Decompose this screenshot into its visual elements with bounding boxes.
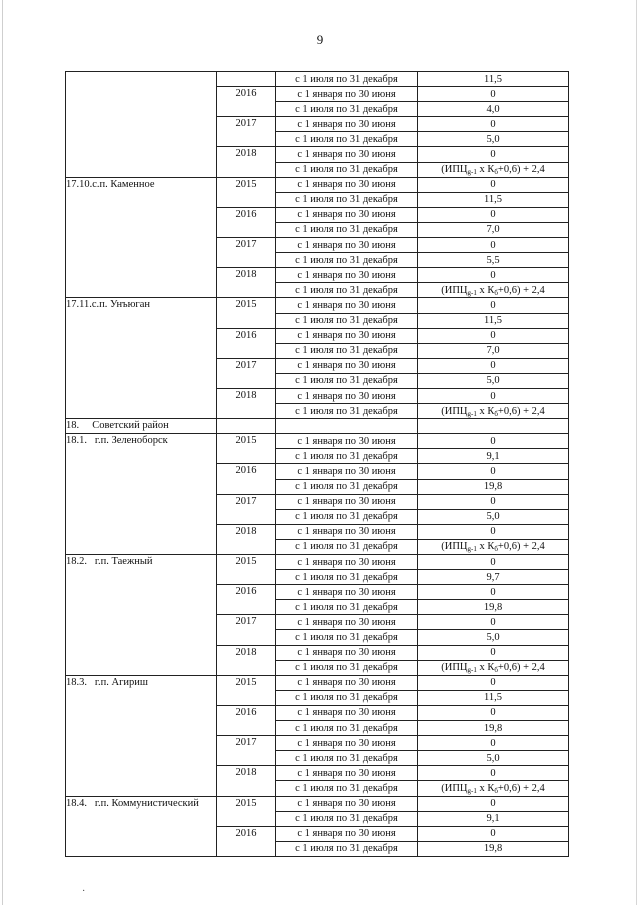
table-row [66,72,569,87]
formula-prefix: (ИПЦ [441,405,468,417]
year-cell: 2018 [217,524,276,554]
value-cell: 5,0 [418,373,569,388]
period-cell: с 1 января по 30 июня [276,207,418,222]
formula-cell [418,162,569,177]
value-cell: 0 [418,177,569,192]
period-cell: с 1 января по 30 июня [276,555,418,570]
value-cell: 0 [418,328,569,343]
formula-prefix: (ИПЦ [441,284,468,296]
value-cell: 0 [418,207,569,222]
formula-suffix: +0,6) + 2,4 [497,541,545,553]
period-cell: с 1 июля по 31 декабря [276,72,418,87]
period-cell: с 1 июля по 31 декабря [276,404,418,419]
formula-cell [418,781,569,796]
formula-prefix: (ИПЦ [441,541,468,553]
scan-edge-left [2,0,3,905]
value-cell: 5,0 [418,751,569,766]
year-cell: 2015 [217,177,276,207]
period-cell: с 1 июля по 31 декабря [276,373,418,388]
value-cell: 0 [418,524,569,539]
year-cell: 2017 [217,494,276,524]
formula-cell [418,539,569,554]
year-cell: 2018 [217,388,276,418]
period-cell: с 1 января по 30 июня [276,298,418,313]
period-cell: с 1 января по 30 июня [276,464,418,479]
territory-cell: 18.1. г.п. Зеленоборск [66,434,217,555]
formula-cell [418,283,569,298]
value-cell: 0 [418,675,569,690]
period-cell: с 1 июля по 31 декабря [276,600,418,615]
period-cell: с 1 января по 30 июня [276,494,418,509]
empty-cell [276,419,418,434]
formula-sub1: g-1 [467,168,477,177]
formula-sub2: б [494,545,498,554]
territory-cell: 18.3. г.п. Агириш [66,675,217,796]
tariff-table [65,71,569,857]
period-cell: с 1 июля по 31 декабря [276,132,418,147]
period-cell: с 1 июля по 31 декабря [276,192,418,207]
value-cell: 7,0 [418,343,569,358]
year-cell: 2017 [217,736,276,766]
formula-sub1: g-1 [467,666,477,675]
period-cell: с 1 января по 30 июня [276,358,418,373]
period-cell: с 1 июля по 31 декабря [276,781,418,796]
period-cell: с 1 января по 30 июня [276,585,418,600]
formula-prefix: (ИПЦ [441,164,468,176]
formula-middle: x К [476,541,495,553]
period-cell: с 1 июля по 31 декабря [276,509,418,524]
value-cell: 0 [418,268,569,283]
value-cell: 11,5 [418,72,569,87]
section-row [66,419,569,434]
formula-middle: x К [476,662,495,674]
period-cell: с 1 июля по 31 декабря [276,102,418,117]
value-cell: 0 [418,796,569,811]
value-cell: 19,8 [418,479,569,494]
empty-cell [217,419,276,434]
year-cell: 2016 [217,87,276,117]
table-row [66,555,569,570]
tariff-table-body [66,72,569,857]
period-cell: с 1 января по 30 июня [276,388,418,403]
period-cell: с 1 января по 30 июня [276,328,418,343]
period-cell: с 1 июля по 31 декабря [276,751,418,766]
period-cell: с 1 января по 30 июня [276,117,418,132]
period-cell: с 1 июля по 31 декабря [276,283,418,298]
value-cell: 19,8 [418,600,569,615]
period-cell: с 1 июля по 31 декабря [276,721,418,736]
year-cell: 2017 [217,238,276,268]
value-cell: 11,5 [418,690,569,705]
territory-cell: 17.11.с.п. Унъюган [66,298,217,419]
table-row [66,298,569,313]
value-cell: 0 [418,388,569,403]
value-cell: 5,0 [418,630,569,645]
period-cell: с 1 июля по 31 декабря [276,222,418,237]
year-cell: 2017 [217,117,276,147]
formula-cell [418,660,569,675]
year-cell: 2015 [217,675,276,705]
formula-prefix: (ИПЦ [441,662,468,674]
period-cell: с 1 января по 30 июня [276,796,418,811]
year-cell: 2015 [217,796,276,826]
section-title: 18. Советский район [66,419,217,434]
page-number: 9 [316,32,324,47]
formula-sub1: g-1 [467,288,477,297]
value-cell: 0 [418,298,569,313]
period-cell: с 1 июля по 31 декабря [276,539,418,554]
formula-suffix: +0,6) + 2,4 [497,782,545,794]
year-cell: 2016 [217,826,276,856]
period-cell: с 1 июля по 31 декабря [276,570,418,585]
formula-sub2: б [494,666,498,675]
formula-middle: x К [476,284,495,296]
year-cell [217,72,276,87]
period-cell: с 1 июля по 31 декабря [276,841,418,856]
value-cell: 0 [418,434,569,449]
value-cell: 5,0 [418,132,569,147]
formula-middle: x К [476,782,495,794]
value-cell: 0 [418,705,569,720]
territory-cell: 18.4. г.п. Коммунистический [66,796,217,856]
formula-cell [418,404,569,419]
period-cell: с 1 января по 30 июня [276,238,418,253]
table-row [66,796,569,811]
period-cell: с 1 июля по 31 декабря [276,449,418,464]
value-cell: 0 [418,358,569,373]
formula-sub2: б [494,786,498,795]
year-cell: 2015 [217,434,276,464]
value-cell: 19,8 [418,841,569,856]
value-cell: 0 [418,645,569,660]
value-cell: 0 [418,585,569,600]
value-cell: 5,5 [418,253,569,268]
year-cell: 2016 [217,328,276,358]
value-cell: 9,1 [418,811,569,826]
footer-mark: · [82,886,86,897]
value-cell: 5,0 [418,509,569,524]
territory-cell [66,72,217,178]
period-cell: с 1 января по 30 июня [276,177,418,192]
value-cell: 0 [418,615,569,630]
year-cell: 2016 [217,705,276,735]
period-cell: с 1 января по 30 июня [276,524,418,539]
value-cell: 0 [418,494,569,509]
formula-suffix: +0,6) + 2,4 [497,284,545,296]
table-row [66,434,569,449]
period-cell: с 1 июля по 31 декабря [276,630,418,645]
year-cell: 2016 [217,585,276,615]
period-cell: с 1 июля по 31 декабря [276,811,418,826]
territory-cell: 18.2. г.п. Таежный [66,555,217,676]
period-cell: с 1 июля по 31 декабря [276,313,418,328]
value-cell: 0 [418,736,569,751]
period-cell: с 1 января по 30 июня [276,434,418,449]
formula-middle: x К [476,405,495,417]
year-cell: 2015 [217,298,276,328]
value-cell: 0 [418,87,569,102]
formula-prefix: (ИПЦ [441,782,468,794]
period-cell: с 1 января по 30 июня [276,615,418,630]
period-cell: с 1 января по 30 июня [276,705,418,720]
formula-sub2: б [494,288,498,297]
period-cell: с 1 января по 30 июня [276,268,418,283]
formula-sub2: б [494,409,498,418]
period-cell: с 1 января по 30 июня [276,766,418,781]
year-cell: 2018 [217,645,276,675]
formula-suffix: +0,6) + 2,4 [497,164,545,176]
year-cell: 2018 [217,766,276,796]
formula-sub2: б [494,168,498,177]
value-cell: 9,1 [418,449,569,464]
value-cell: 11,5 [418,313,569,328]
value-cell: 7,0 [418,222,569,237]
period-cell: с 1 июля по 31 декабря [276,343,418,358]
value-cell: 0 [418,238,569,253]
period-cell: с 1 января по 30 июня [276,675,418,690]
value-cell: 19,8 [418,721,569,736]
value-cell: 0 [418,117,569,132]
value-cell: 0 [418,826,569,841]
period-cell: с 1 июля по 31 декабря [276,253,418,268]
period-cell: с 1 июля по 31 декабря [276,162,418,177]
period-cell: с 1 июля по 31 декабря [276,690,418,705]
year-cell: 2017 [217,358,276,388]
period-cell: с 1 января по 30 июня [276,147,418,162]
table-row [66,177,569,192]
value-cell: 0 [418,766,569,781]
period-cell: с 1 января по 30 июня [276,826,418,841]
value-cell: 4,0 [418,102,569,117]
period-cell: с 1 июля по 31 декабря [276,479,418,494]
period-cell: с 1 января по 30 июня [276,645,418,660]
period-cell: с 1 января по 30 июня [276,736,418,751]
year-cell: 2016 [217,207,276,237]
formula-sub1: g-1 [467,409,477,418]
year-cell: 2018 [217,147,276,177]
value-cell: 0 [418,464,569,479]
year-cell: 2015 [217,555,276,585]
table-row [66,675,569,690]
territory-cell: 17.10.с.п. Каменное [66,177,217,298]
period-cell: с 1 июля по 31 декабря [276,660,418,675]
value-cell: 11,5 [418,192,569,207]
formula-suffix: +0,6) + 2,4 [497,405,545,417]
formula-middle: x К [476,164,495,176]
year-cell: 2017 [217,615,276,645]
formula-suffix: +0,6) + 2,4 [497,662,545,674]
year-cell: 2018 [217,268,276,298]
formula-sub1: g-1 [467,545,477,554]
value-cell: 0 [418,147,569,162]
year-cell: 2016 [217,464,276,494]
scan-edge-right [636,0,637,905]
formula-sub1: g-1 [467,786,477,795]
empty-cell [418,419,569,434]
value-cell: 0 [418,555,569,570]
value-cell: 9,7 [418,570,569,585]
period-cell: с 1 января по 30 июня [276,87,418,102]
